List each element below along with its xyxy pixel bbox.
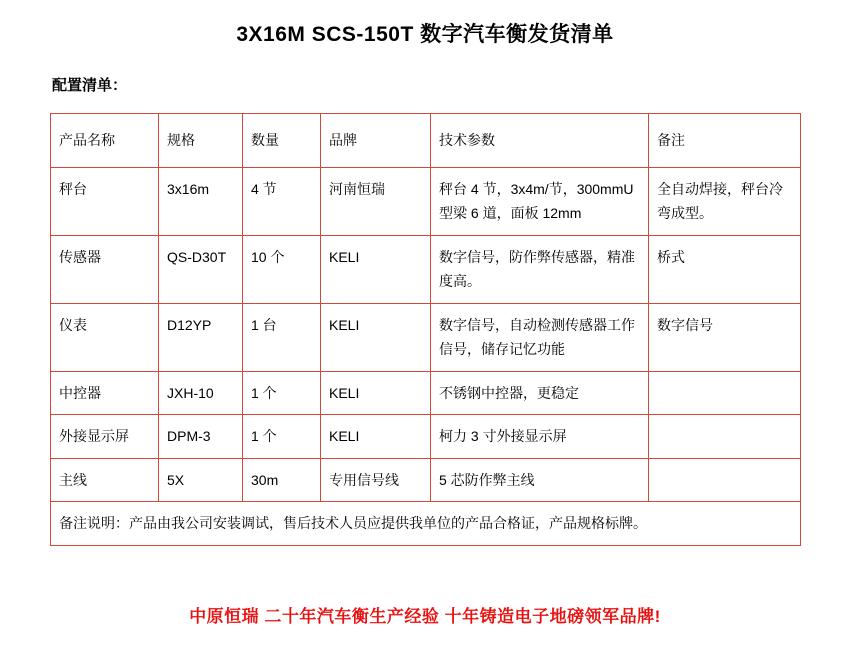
- cell-name: 主线: [51, 458, 159, 502]
- table-header-row: [51, 114, 801, 168]
- cell-qty: 4 节: [243, 167, 321, 235]
- column-header-brand: 品牌: [321, 114, 431, 168]
- table-row: [51, 235, 801, 303]
- cell-name: 仪表: [51, 303, 159, 371]
- spec-table-container: [50, 113, 800, 546]
- cell-qty: 30m: [243, 458, 321, 502]
- table-row: [51, 458, 801, 502]
- cell-brand: KELI: [321, 415, 431, 459]
- cell-remark: [649, 371, 801, 415]
- column-header-qty: 数量: [243, 114, 321, 168]
- spec-table: [50, 113, 801, 546]
- table-note-row: [51, 502, 801, 546]
- cell-spec: 5X: [159, 458, 243, 502]
- cell-params: 不锈钢中控器，更稳定: [431, 371, 649, 415]
- column-header-name: 产品名称: [51, 114, 159, 168]
- column-header-remark: 备注: [649, 114, 801, 168]
- cell-spec: DPM-3: [159, 415, 243, 459]
- cell-spec: JXH-10: [159, 371, 243, 415]
- cell-qty: 1 个: [243, 415, 321, 459]
- column-header-spec: 规格: [159, 114, 243, 168]
- cell-brand: 专用信号线: [321, 458, 431, 502]
- cell-params: 柯力 3 寸外接显示屏: [431, 415, 649, 459]
- cell-brand: KELI: [321, 371, 431, 415]
- cell-remark: 桥式: [649, 235, 801, 303]
- cell-qty: 1 个: [243, 371, 321, 415]
- cell-qty: 1 台: [243, 303, 321, 371]
- cell-brand: KELI: [321, 303, 431, 371]
- table-row: [51, 371, 801, 415]
- footer-slogan: 中原恒瑞 二十年汽车衡生产经验 十年铸造电子地磅领军品牌!: [189, 607, 661, 626]
- cell-name: 秤台: [51, 167, 159, 235]
- column-header-params: 技术参数: [431, 114, 649, 168]
- table-row: [51, 415, 801, 459]
- cell-name: 中控器: [51, 371, 159, 415]
- cell-params: 数字信号，自动检测传感器工作信号，储存记忆功能: [431, 303, 649, 371]
- cell-params: 数字信号，防作弊传感器，精准度高。: [431, 235, 649, 303]
- cell-brand: KELI: [321, 235, 431, 303]
- cell-spec: D12YP: [159, 303, 243, 371]
- cell-remark: [649, 458, 801, 502]
- cell-qty: 10 个: [243, 235, 321, 303]
- cell-note: 备注说明：产品由我公司安装调试，售后技术人员应提供我单位的产品合格证，产品规格标牌。: [51, 502, 801, 546]
- cell-spec: 3x16m: [159, 167, 243, 235]
- cell-remark: [649, 415, 801, 459]
- cell-params: 秤台 4 节，3x4m/节，300mmU 型梁 6 道，面板 12mm: [431, 167, 649, 235]
- table-row: [51, 303, 801, 371]
- document-page: [0, 18, 850, 649]
- cell-spec: QS-D30T: [159, 235, 243, 303]
- table-row: [51, 167, 801, 235]
- cell-params: 5 芯防作弊主线: [431, 458, 649, 502]
- cell-name: 传感器: [51, 235, 159, 303]
- section-label-config-list: 配置清单：: [52, 77, 128, 94]
- cell-brand: 河南恒瑞: [321, 167, 431, 235]
- page-title: 3X16M SCS-150T 数字汽车衡发货清单: [236, 23, 614, 46]
- cell-name: 外接显示屏: [51, 415, 159, 459]
- cell-remark: 数字信号: [649, 303, 801, 371]
- cell-remark: 全自动焊接，秤台冷弯成型。: [649, 167, 801, 235]
